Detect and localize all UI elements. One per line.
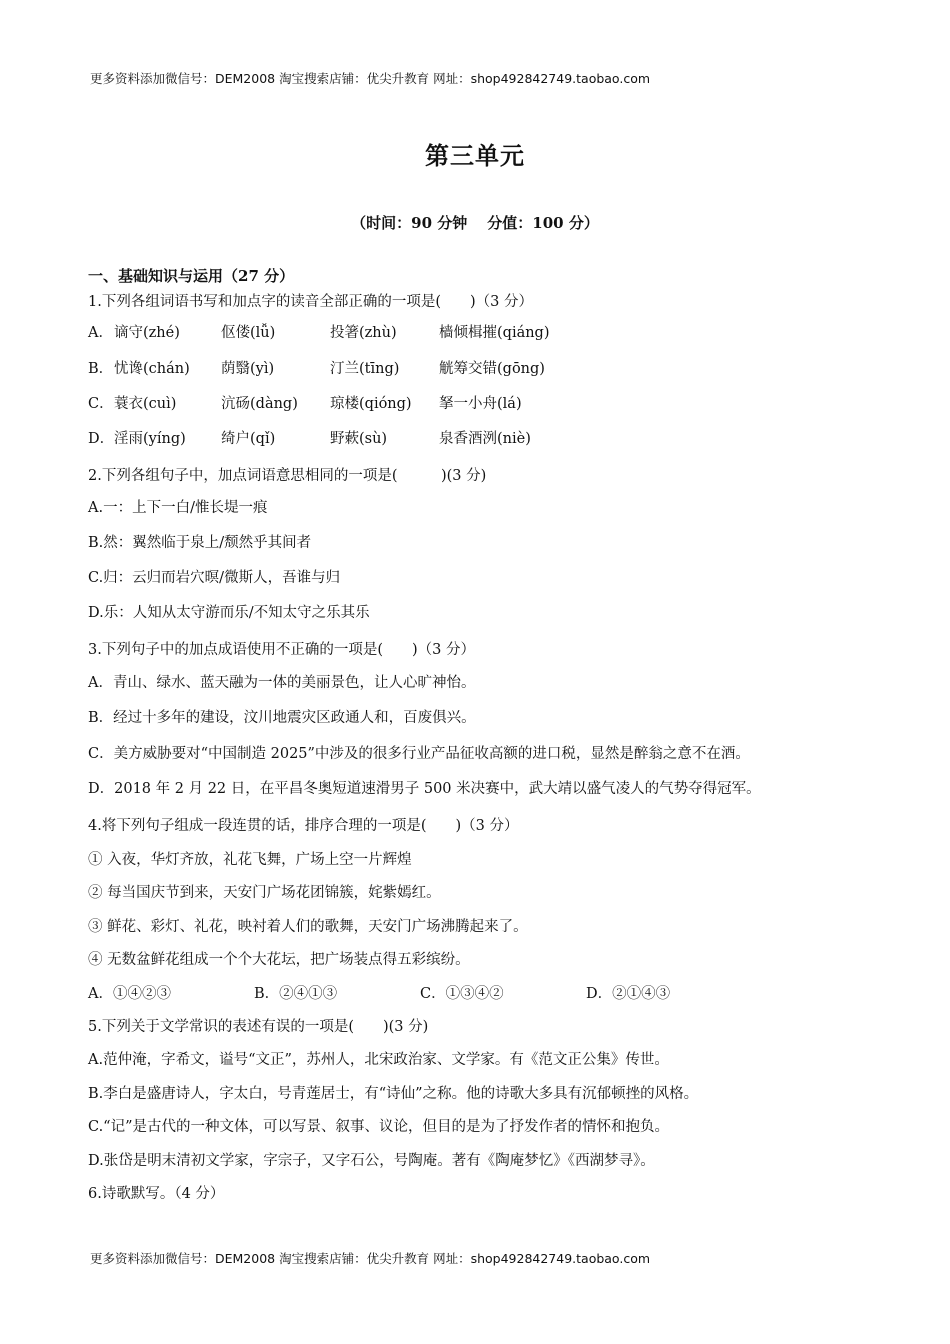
q5-option-c: C.“记”是古代的一种文体，可以写景、叙事、议论，但目的是为了抒发作者的情怀和抱负。 bbox=[88, 1119, 670, 1135]
q1-option-a: A．谪守(zhé) 伛偻(lǚ) 投箸(zhù) 樯倾楫摧(qiáng) bbox=[88, 325, 550, 341]
q4-sentence-3: ③ 鲜花、彩灯、礼花，映衬着人们的歌舞，天安门广场沸腾起来了。 bbox=[88, 919, 528, 935]
q1-option-d: D．淫雨(yíng) 绮户(qǐ) 野蔌(sù) 泉香酒洌(niè) bbox=[88, 431, 531, 447]
section-heading: 一、基础知识与运用（27 分） bbox=[88, 267, 295, 285]
q4-choice-a: A．①④②③ bbox=[88, 986, 171, 1002]
q2-option-c: C.归：云归而岩穴暝/微斯人，吾谁与归 bbox=[88, 570, 341, 586]
question-6-stem: 6.诗歌默写。（4 分） bbox=[88, 1186, 225, 1202]
q4-choice-c: C．①③④② bbox=[420, 986, 504, 1002]
q2-option-b: B.然：翼然临于泉上/颓然乎其间者 bbox=[88, 535, 312, 551]
question-1-stem: 1.下列各组词语书写和加点字的读音全部正确的一项是( )（3 分） bbox=[88, 294, 533, 310]
q1-option-c: C．蓑衣(cuì) 沆砀(dàng) 琼楼(qióng) 拏一小舟(lá) bbox=[88, 396, 522, 412]
question-3-stem: 3.下列句子中的加点成语使用不正确的一项是( )（3 分） bbox=[88, 642, 475, 658]
q3-option-c: C．美方威胁要对“中国制造 2025”中涉及的很多行业产品征收高额的进口税，显然是醉翁之意不在酒。 bbox=[88, 746, 750, 762]
page-header: 更多资料添加微信号：DEM2008 淘宝搜索店铺：优尖升教育 网址：shop492842749.taobao.com bbox=[90, 71, 651, 86]
q3-option-a: A．青山、绿水、蓝天融为一体的美丽景色，让人心旷神怡。 bbox=[88, 675, 476, 691]
q5-option-b: B.李白是盛唐诗人，字太白，号青莲居士，有“诗仙”之称。他的诗歌大多具有沉郁顿挫的风格。 bbox=[88, 1086, 699, 1102]
total-score: 分值：100 分） bbox=[487, 214, 599, 232]
q4-choice-b: B．②④①③ bbox=[254, 986, 338, 1002]
q1-option-b: B．忧谗(chán) 荫翳(yì) 汀兰(tīng) 觥筹交错(gōng) bbox=[88, 361, 545, 377]
question-2-stem: 2.下列各组句子中，加点词语意思相同的一项是( )(3 分) bbox=[88, 468, 487, 484]
question-5-stem: 5.下列关于文学常识的表述有误的一项是( )(3 分) bbox=[88, 1019, 429, 1035]
q5-option-d: D.张岱是明末清初文学家，字宗子，又字石公，号陶庵。著有《陶庵梦忆》《西湖梦寻》。 bbox=[88, 1153, 655, 1169]
q5-option-a: A.范仲淹，字希文，谥号“文正”，苏州人，北宋政治家、文学家。有《范文正公集》传世。 bbox=[88, 1052, 669, 1068]
time-limit: （时间：90 分钟 bbox=[351, 214, 468, 232]
q4-sentence-2: ② 每当国庆节到来，天安门广场花团锦簇，姹紫嫣红。 bbox=[88, 885, 441, 901]
q4-sentence-4: ④ 无数盆鲜花组成一个个大花坛，把广场装点得五彩缤纷。 bbox=[88, 952, 470, 968]
q2-option-a: A.一：上下一白/惟长堤一痕 bbox=[88, 500, 268, 516]
question-4-stem: 4.将下列句子组成一段连贯的话，排序合理的一项是( )（3 分） bbox=[88, 818, 519, 834]
q3-option-b: B．经过十多年的建设，汶川地震灾区政通人和，百废俱兴。 bbox=[88, 710, 476, 726]
q3-option-d: D．2018 年 2 月 22 日，在平昌冬奥短道速滑男子 500 米决赛中，武大靖以盛气凌人的气势夺得冠军。 bbox=[88, 781, 761, 797]
exam-subtitle bbox=[0, 212, 950, 233]
q4-choices bbox=[88, 984, 670, 1004]
page-title: 第三单元 bbox=[425, 142, 525, 170]
q4-sentence-1: ① 入夜，华灯齐放，礼花飞舞，广场上空一片辉煌 bbox=[88, 852, 412, 868]
q4-choice-d: D．②①④③ bbox=[586, 986, 671, 1002]
page-footer: 更多资料添加微信号：DEM2008 淘宝搜索店铺：优尖升教育 网址：shop492842749.taobao.com bbox=[90, 1251, 651, 1266]
q2-option-d: D.乐：人知从太守游而乐/不知太守之乐其乐 bbox=[88, 605, 370, 621]
